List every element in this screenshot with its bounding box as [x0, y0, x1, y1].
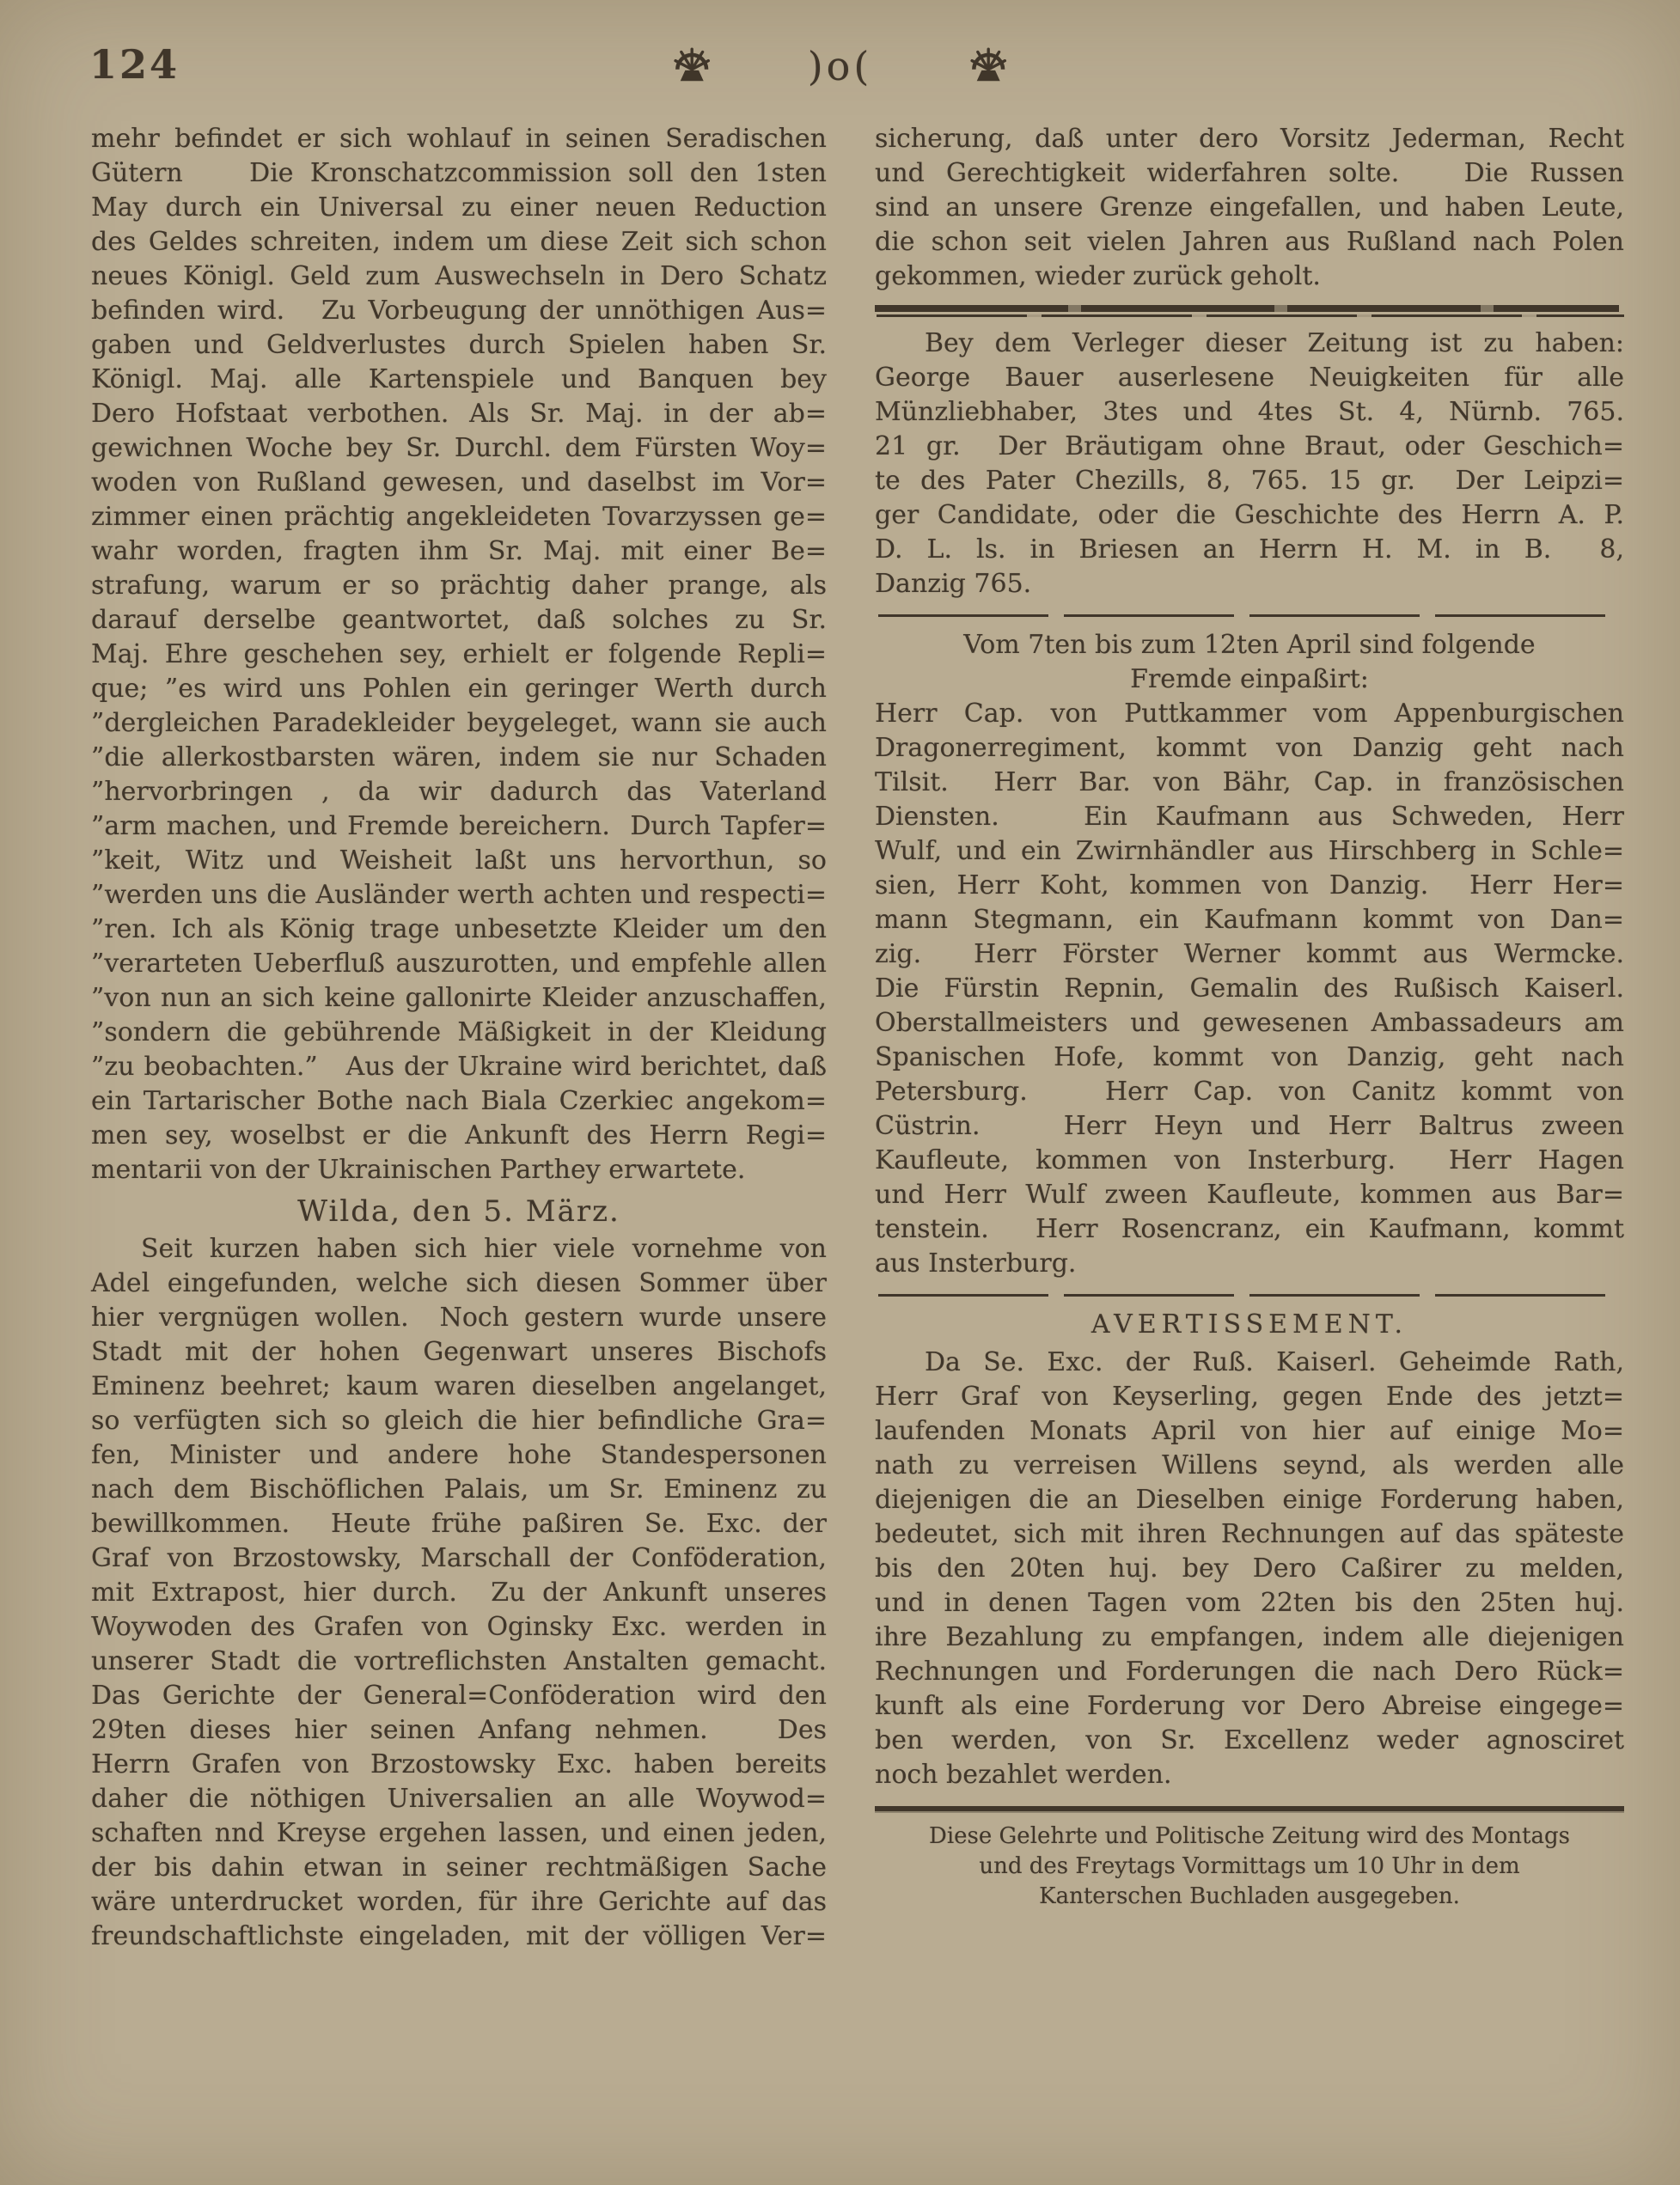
text-line: Woywoden des Grafen von Oginsky Exc. werden in	[91, 1612, 827, 1642]
text-line: unserer Stadt die vortreflichsten Anstalten gemacht.	[91, 1646, 827, 1676]
horizontal-rule	[875, 1806, 1624, 1811]
column-divider-mark: )o(	[807, 43, 873, 89]
text-line: neues Königl. Geld zum Auswechseln in Dero Schatz	[91, 261, 827, 291]
text-line: gekommen, wieder zurück geholt.	[875, 261, 1321, 291]
right-text-column	[875, 122, 1624, 1912]
text-line: 29ten dieses hier seinen Anfang nehmen. Des	[91, 1715, 827, 1745]
text-line: ”zu beobachten.” Aus der Ukraine wird berichtet, daß	[91, 1052, 827, 1082]
text-line: Dragonerregiment, kommt von Danzig geht nach	[875, 733, 1624, 763]
text-line: mehr befindet er sich wohlauf in seinen Seradischen	[91, 124, 827, 154]
text-line: Gütern Die Kronschatzcommission soll den 1sten	[91, 158, 827, 188]
text-line: ”die allerkostbarsten wären, indem sie nur Schaden	[91, 742, 827, 772]
text-line: mentarii von der Ukrainischen Parthey erwartete.	[91, 1155, 746, 1185]
text-line: Diensten. Ein Kaufmann aus Schweden, Herr	[875, 802, 1624, 832]
text-line: Rechnungen und Forderungen die nach Dero Rück=	[875, 1657, 1624, 1687]
horizontal-rule	[875, 305, 1624, 317]
text-line: Adel eingefunden, welche sich diesen Sommer über	[91, 1268, 827, 1298]
text-line: woden von Rußland gewesen, und daselbst im Vor=	[91, 467, 827, 497]
text-line: Das Gerichte der General=Conföderation wird den	[91, 1681, 827, 1711]
text-line: gewichnen Woche bey Sr. Durchl. dem Fürsten Woy=	[91, 433, 827, 463]
text-line: und Herr Wulf zween Kaufleute, kommen aus Bar=	[875, 1180, 1624, 1210]
text-line: Kaufleute, kommen von Insterburg. Herr Hagen	[875, 1145, 1624, 1175]
text-line: Cüstrin. Herr Heyn und Herr Baltrus zween	[875, 1111, 1624, 1141]
text-line: ”dergleichen Paradekleider beygeleget, wann sie auch	[91, 708, 827, 738]
text-line: hier vergnügen wollen. Noch gestern wurde unsere	[91, 1303, 827, 1333]
text-line: aus Insterburg.	[875, 1248, 1077, 1279]
text-line: ger Candidate, oder die Geschichte des Herrn A. P.	[875, 500, 1624, 530]
text-line: darauf derselbe geantwortet, daß solches zu Sr.	[91, 605, 827, 635]
text-line: ”von nun an sich keine gallonirte Kleider anzuschaffen,	[91, 983, 827, 1013]
text-line: des Geldes schreiten, indem um diese Zeit sich schon	[91, 227, 827, 257]
text-line: tenstein. Herr Rosencranz, ein Kaufmann, kommt	[875, 1214, 1624, 1244]
text-line: kunft als eine Forderung vor Dero Abreise eingege=	[875, 1691, 1624, 1721]
text-line: te des Pater Chezills, 8, 765. 15 gr. Der Leipzi=	[875, 466, 1624, 496]
header-ornament-row	[669, 38, 1012, 89]
text-line: Oberstallmeisters und gewesenen Ambassadeurs am	[875, 1008, 1624, 1038]
text-line: Graf von Brzostowsky, Marschall der Conföderation,	[91, 1543, 827, 1573]
text-line: wahr worden, fragten ihm Sr. Maj. mit einer Be=	[91, 536, 827, 566]
text-line: Dero Hofstaat verbothen. Als Sr. Maj. in der ab=	[91, 399, 827, 429]
left-text-column	[91, 122, 827, 1954]
horizontal-rule	[878, 1294, 1621, 1297]
text-line: und des Freytags Vormittags um 10 Uhr in dem	[979, 1853, 1520, 1879]
text-line: gaben und Geldverlustes durch Spielen haben Sr.	[91, 330, 827, 360]
text-line: nach dem Bischöflichen Palais, um Sr. Eminenz zu	[91, 1474, 827, 1504]
text-line: Königl. Maj. alle Kartenspiele und Banquen bey	[91, 364, 827, 394]
text-line: ”arm machen, und Fremde bereichern. Durch Tapfer=	[91, 811, 827, 841]
text-line: Wilda, den 5. März.	[297, 1194, 620, 1229]
text-line: wäre unterdrucket worden, für ihre Gerichte auf das	[91, 1887, 827, 1917]
text-line: George Bauer auserlesene Neuigkeiten für alle	[875, 363, 1624, 393]
text-line: noch bezahlet werden.	[875, 1760, 1172, 1790]
text-line: ihre Bezahlung zu empfangen, indem alle diejenigen	[875, 1622, 1624, 1652]
text-line: Vom 7ten bis zum 12ten April sind folgende	[963, 630, 1536, 660]
text-line: Maj. Ehre geschehen sey, erhielt er folgende Repli=	[91, 639, 827, 669]
horizontal-rule	[878, 614, 1621, 617]
page-number: 124	[89, 41, 180, 88]
text-line: Die Fürstin Repnin, Gemalin des Rußisch Kaiserl.	[875, 973, 1624, 1004]
text-line: que; ”es wird uns Pohlen ein geringer Werth durch	[91, 674, 827, 704]
text-line: zig. Herr Förster Werner kommt aus Wermcke.	[875, 939, 1624, 969]
text-line: Da Se. Exc. der Ruß. Kaiserl. Geheimde Rath,	[925, 1347, 1624, 1377]
text-line: Petersburg. Herr Cap. von Canitz kommt von	[875, 1077, 1624, 1107]
text-line: D. L. ls. in Briesen an Herrn H. M. in B. 8,	[875, 534, 1624, 565]
text-line: freundschaftlichste eingeladen, mit der völligen Ver=	[91, 1921, 827, 1951]
text-line: Herrn Grafen von Brzostowsky Exc. haben bereits	[91, 1749, 827, 1779]
text-line: zimmer einen prächtig angekleideten Tovarzyssen ge=	[91, 502, 827, 532]
text-line: Stadt mit der hohen Gegenwart unseres Bischofs	[91, 1337, 827, 1367]
text-line: Wulf, und ein Zwirnhändler aus Hirschberg in Schle=	[875, 836, 1624, 866]
text-line: Münzliebhaber, 3tes und 4tes St. 4, Nürnb. 765.	[875, 397, 1624, 427]
text-line: ”werden uns die Ausländer werth achten und respecti=	[91, 880, 827, 910]
text-line: men sey, woselbst er die Ankunft des Herrn Regi=	[91, 1120, 827, 1150]
text-line: Spanischen Hofe, kommt von Danzig, geht nach	[875, 1042, 1624, 1072]
text-line: daher die nöthigen Universalien an alle Woywod=	[91, 1784, 827, 1814]
text-line: die schon seit vielen Jahren aus Rußland nach Polen	[875, 227, 1624, 257]
text-line: nath zu verreisen Willens seynd, als werden alle	[875, 1450, 1624, 1480]
text-line: ”verarteten Ueberfluß auszurotten, und empfehle allen	[91, 949, 827, 979]
text-line: Herr Graf von Keyserling, gegen Ende des jetzt=	[875, 1382, 1624, 1412]
text-line: Seit kurzen haben sich hier viele vornehme von	[141, 1234, 827, 1264]
text-line: strafung, warum er so prächtig daher prange, als	[91, 571, 827, 601]
text-line: May durch ein Universal zu einer neuen Reduction	[91, 192, 827, 223]
text-line: sicherung, daß unter dero Vorsitz Jederman, Recht	[875, 124, 1624, 154]
text-line: ”ren. Ich als König trage unbesetzte Kleider um den	[91, 914, 827, 944]
text-line: und Gerechtigkeit widerfahren solte. Die Russen	[875, 158, 1624, 188]
text-line: Diese Gelehrte und Politische Zeitung wird des Montags	[929, 1823, 1570, 1849]
text-line: sien, Herr Koht, kommen von Danzig. Herr Her=	[875, 870, 1624, 900]
text-line: Fremde einpaßirt:	[1130, 664, 1369, 694]
text-line: Bey dem Verleger dieser Zeitung ist zu haben:	[925, 328, 1624, 358]
text-line: so verfügten sich so gleich die hier befindliche Gra=	[91, 1406, 827, 1436]
text-line: ein Tartarischer Bothe nach Biala Czerkiec angekom=	[91, 1086, 827, 1116]
text-line: ”sondern die gebührende Mäßigkeit in der Kleidung	[91, 1017, 827, 1047]
text-line: ben werden, von Sr. Excellenz weder agnosciret	[875, 1725, 1624, 1755]
text-line: diejenigen die an Dieselben einige Forderung haben,	[875, 1485, 1624, 1515]
text-line: sind an unsere Grenze eingefallen, und haben Leute,	[875, 192, 1624, 223]
text-line: bewillkommen. Heute frühe paßiren Se. Exc. der	[91, 1509, 827, 1539]
text-line: Eminenz beehret; kaum waren dieselben angelanget,	[91, 1371, 827, 1401]
text-line: mit Extrapost, hier durch. Zu der Ankunft unseres	[91, 1578, 827, 1608]
text-line: bedeutet, sich mit ihren Rechnungen auf das späteste	[875, 1519, 1624, 1549]
text-line: und in denen Tagen vom 22ten bis den 25ten huj.	[875, 1588, 1624, 1618]
text-line: bis den 20ten huj. bey Dero Caßirer zu melden,	[875, 1553, 1624, 1584]
palmette-shell-icon	[669, 40, 715, 87]
text-line: ”hervorbringen , da wir dadurch das Vaterland	[91, 777, 827, 807]
text-line: Danzig 765.	[875, 569, 1032, 599]
text-line: Tilsit. Herr Bar. von Bähr, Cap. in französischen	[875, 767, 1624, 797]
text-line: schaften nnd Kreyse ergehen lassen, und einen jeden,	[91, 1818, 827, 1848]
text-line: Kanterschen Buchladen ausgegeben.	[1039, 1883, 1460, 1909]
palmette-shell-icon	[965, 40, 1011, 87]
text-line: ”keit, Witz und Weisheit laßt uns hervorthun, so	[91, 845, 827, 876]
text-line: Herr Cap. von Puttkammer vom Appenburgischen	[875, 699, 1624, 729]
text-line: fen, Minister und andere hohe Standespersonen	[91, 1440, 827, 1470]
text-line: 21 gr. Der Bräutigam ohne Braut, oder Geschich=	[875, 431, 1624, 461]
text-line: der bis dahin etwan in seiner rechtmäßigen Sache	[91, 1852, 827, 1883]
text-line: befinden wird. Zu Vorbeugung der unnöthigen Aus=	[91, 296, 827, 326]
text-line: AVERTISSEMENT.	[1090, 1309, 1408, 1340]
text-line: mann Stegmann, ein Kaufmann kommt von Dan=	[875, 905, 1624, 935]
text-line: laufenden Monats April von hier auf einige Mo=	[875, 1416, 1624, 1446]
